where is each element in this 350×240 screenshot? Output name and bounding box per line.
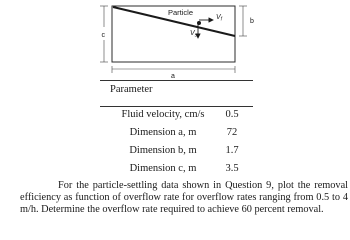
vs-label: $V_s$ bbox=[190, 30, 198, 39]
table-row bbox=[100, 127, 260, 145]
question-text: For the particle-settling data shown in Question 9, plot the removal efficiency as function of overflow rate for overflow rates ranging from 0.5 to 4 m/h. Determine the overflow rate required to achieve 60 percent removal. bbox=[20, 180, 348, 215]
dim-c-label: c bbox=[101, 32, 105, 39]
table-cell-name: Fluid velocity, cm/s bbox=[121, 109, 205, 120]
table-header-parameter: Parameter bbox=[110, 84, 153, 95]
table-cell-value: 1.7 bbox=[225, 145, 239, 156]
table-cell-value: 3.5 bbox=[225, 163, 239, 174]
table-row bbox=[100, 163, 260, 181]
table-cell-name: Dimension b, m bbox=[129, 145, 197, 156]
vf-label: $V_f$ bbox=[216, 14, 223, 23]
table-cell-value: 72 bbox=[226, 127, 238, 138]
table-top-rule bbox=[100, 80, 253, 81]
particle-label: Particle bbox=[168, 8, 194, 17]
settling-tank-diagram bbox=[0, 0, 350, 80]
dim-b-label: b bbox=[250, 18, 254, 25]
table-row bbox=[100, 145, 260, 163]
table-row bbox=[100, 109, 260, 127]
table-cell-name: Dimension c, m bbox=[129, 163, 197, 174]
table-cell-value: 0.5 bbox=[225, 109, 239, 120]
table-header-rule bbox=[100, 106, 253, 107]
dim-a-label: a bbox=[171, 73, 175, 80]
table-cell-name: Dimension a, m bbox=[129, 127, 197, 138]
settling-tank-figure bbox=[0, 0, 350, 80]
